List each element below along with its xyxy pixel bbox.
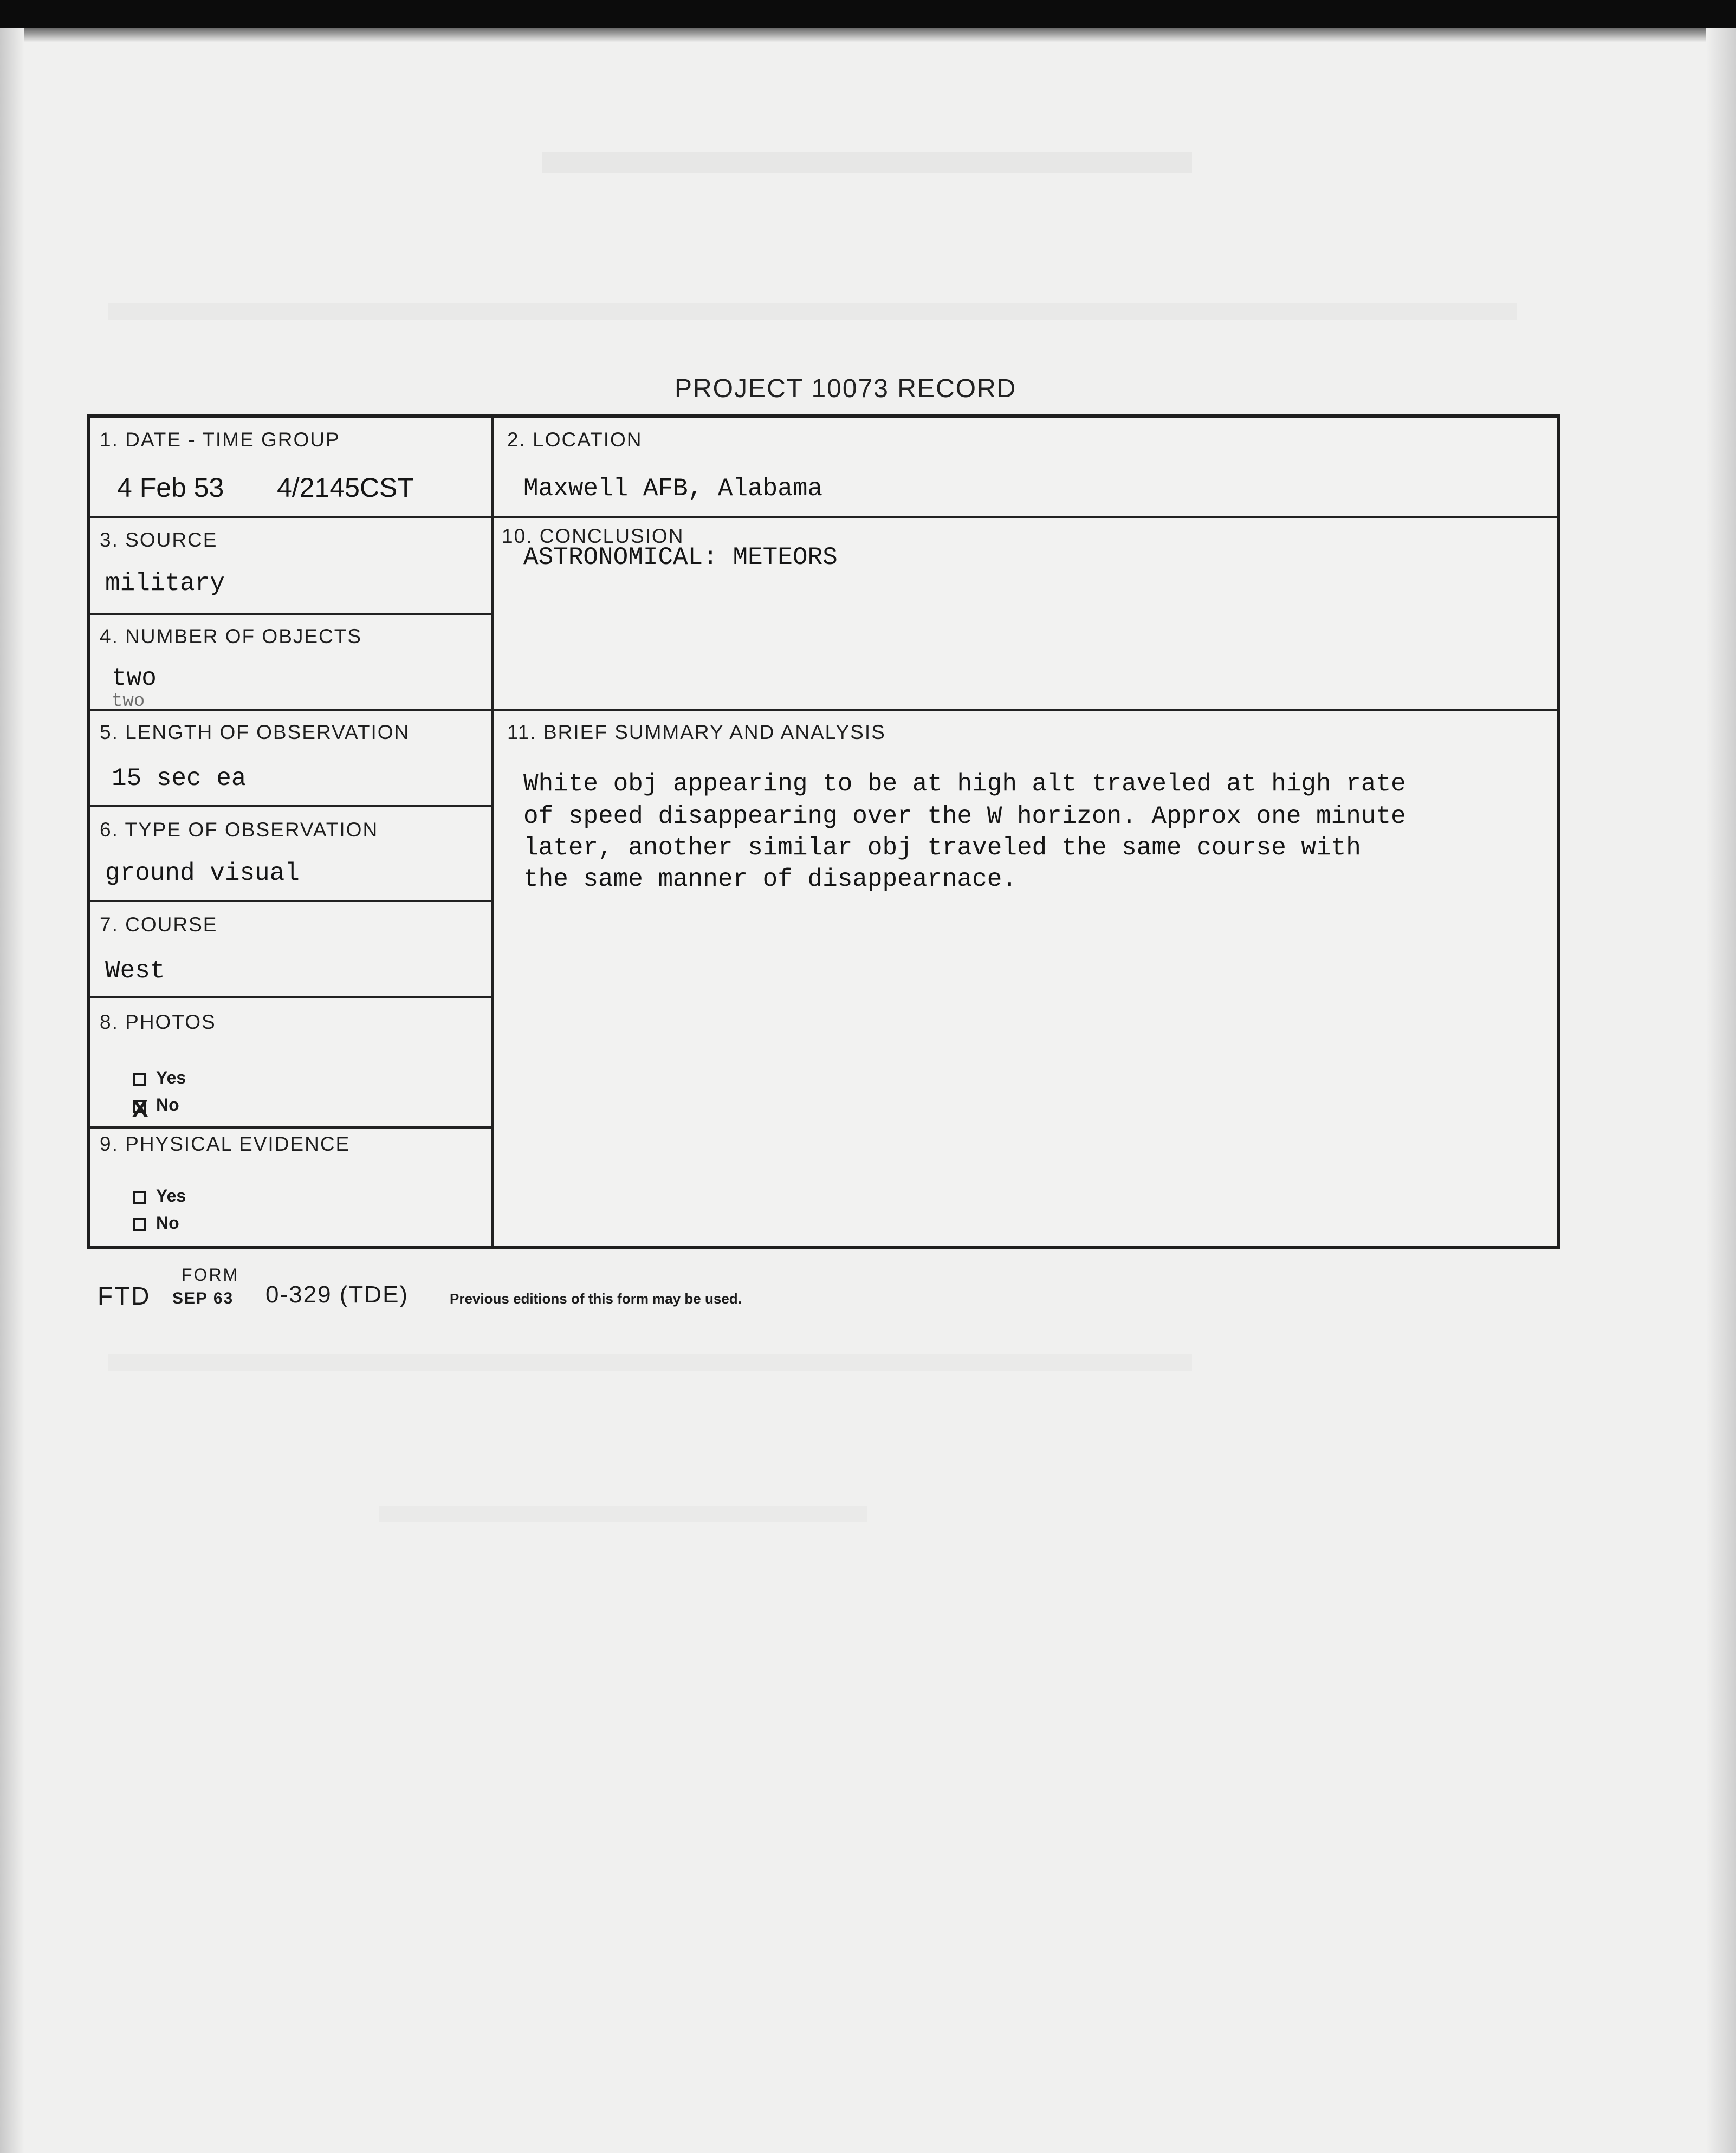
type-of-observation-label: 6. TYPE OF OBSERVATION <box>100 819 379 841</box>
footer-note: Previous editions of this form may be used. <box>450 1290 742 1307</box>
summary-line: of speed disappearing over the W horizon. Approx one minute <box>523 802 1406 831</box>
footer-form-number: 0-329 (TDE) <box>265 1281 409 1308</box>
length-of-observation-label: 5. LENGTH OF OBSERVATION <box>100 721 410 743</box>
number-of-objects-value: two <box>112 664 157 692</box>
course-label: 7. COURSE <box>100 913 218 936</box>
summary-label: 11. BRIEF SUMMARY AND ANALYSIS <box>507 721 886 743</box>
bleed-through-band <box>542 152 1192 173</box>
physical-evidence-yes-option[interactable] <box>133 1186 186 1206</box>
location-label: 2. LOCATION <box>507 429 643 451</box>
location-value: Maxwell AFB, Alabama <box>523 475 823 503</box>
conclusion-value: ASTRONOMICAL: METEORS <box>523 543 838 572</box>
footer-date-code: SEP 63 <box>172 1289 234 1307</box>
row-divider <box>90 613 494 615</box>
row-divider <box>90 516 1557 518</box>
photos-yes-option[interactable] <box>133 1068 186 1088</box>
photos-no-option[interactable] <box>132 1095 179 1122</box>
course-value: West <box>105 957 165 985</box>
row-divider <box>90 805 494 807</box>
summary-line: later, another similar obj traveled the same course with <box>523 834 1361 862</box>
scan-right-edge <box>1706 28 1736 2153</box>
source-label: 3. SOURCE <box>100 529 218 551</box>
length-of-observation-value: 15 sec ea <box>112 764 247 793</box>
checkbox-icon[interactable] <box>133 1218 146 1231</box>
row-divider <box>90 709 1557 711</box>
time-value: 4/2145CST <box>277 472 414 503</box>
date-value: 4 Feb 53 <box>117 472 224 503</box>
date-time-label: 1. DATE - TIME GROUP <box>100 429 340 451</box>
row-divider <box>90 1126 494 1129</box>
bleed-through-band <box>108 1354 1192 1371</box>
column-divider <box>491 418 494 1246</box>
row-divider <box>90 900 494 902</box>
footer-form-word: FORM <box>182 1265 239 1285</box>
physical-evidence-yes-label: Yes <box>156 1186 186 1205</box>
physical-evidence-label: 9. PHYSICAL EVIDENCE <box>100 1133 351 1155</box>
document-title: PROJECT 10073 RECORD <box>675 374 1017 403</box>
record-form <box>87 414 1560 1249</box>
summary-line: the same manner of disappearnace. <box>523 865 1017 893</box>
photos-no-label: No <box>156 1095 179 1114</box>
number-of-objects-ghost: two <box>112 691 145 712</box>
checkbox-icon[interactable] <box>132 1095 148 1122</box>
physical-evidence-no-label: No <box>156 1213 179 1233</box>
scan-left-edge <box>0 28 24 2153</box>
check-mark-icon: X <box>132 1095 148 1122</box>
scan-top-border <box>0 0 1736 28</box>
row-divider <box>90 996 494 998</box>
number-of-objects-label: 4. NUMBER OF OBJECTS <box>100 625 362 647</box>
type-of-observation-value: ground visual <box>105 859 300 887</box>
bleed-through-band <box>108 303 1517 320</box>
checkbox-icon[interactable] <box>133 1191 146 1204</box>
physical-evidence-no-option[interactable] <box>133 1213 179 1233</box>
bleed-through-band <box>379 1506 867 1522</box>
footer-agency: FTD <box>98 1282 151 1310</box>
source-value: military <box>105 569 225 598</box>
scan-shadow <box>0 28 1736 42</box>
checkbox-icon[interactable] <box>133 1073 146 1086</box>
photos-label: 8. PHOTOS <box>100 1011 216 1033</box>
photos-yes-label: Yes <box>156 1068 186 1087</box>
summary-line: White obj appearing to be at high alt traveled at high rate <box>523 770 1406 798</box>
conclusion-label: 10. CONCLUSION <box>502 525 684 547</box>
